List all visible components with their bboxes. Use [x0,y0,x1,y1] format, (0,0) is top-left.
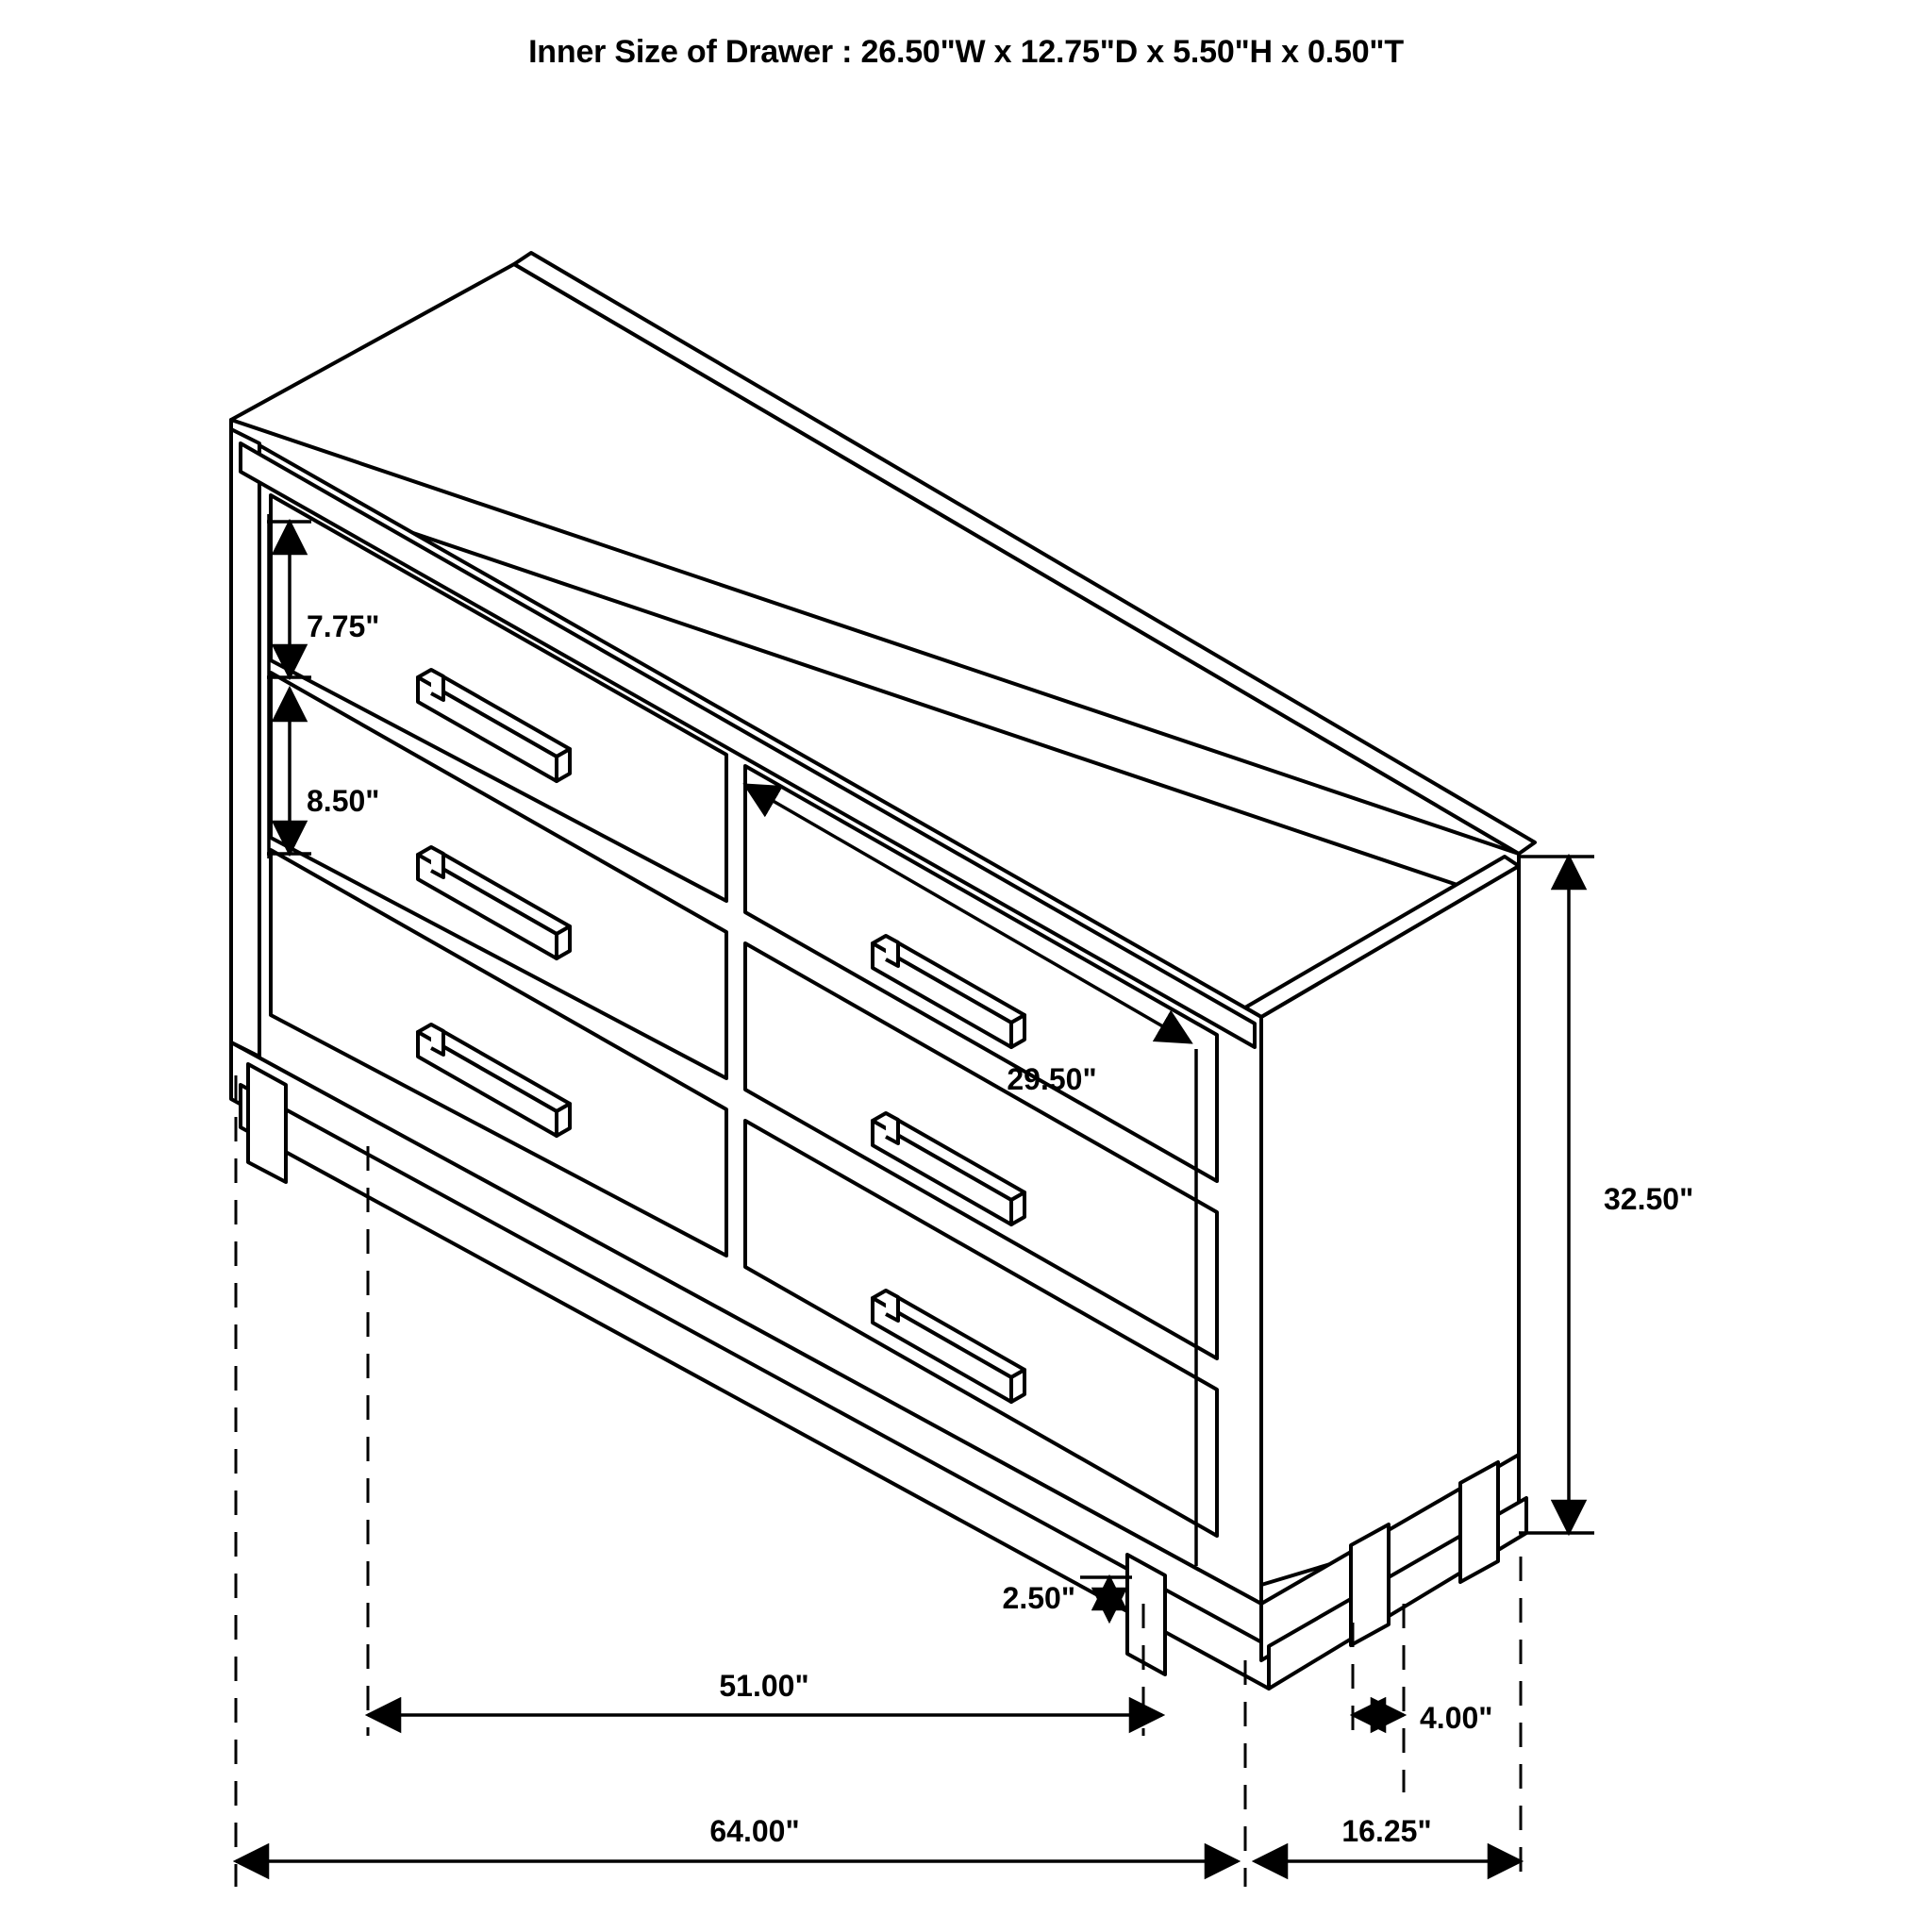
dim-label-7-75: 7.75" [307,609,380,643]
dim-label-16-25: 16.25" [1341,1814,1432,1848]
dim-label-29-50: 29.50" [1007,1062,1097,1096]
dim-label-4-00: 4.00" [1420,1701,1493,1735]
dresser-left-edge [231,429,259,1057]
dim-label-51-00: 51.00" [719,1669,809,1703]
dim-label-32-50: 32.50" [1604,1182,1694,1216]
dresser-body [231,253,1535,1689]
leg-front-right [1127,1555,1165,1674]
leg-front-left [248,1064,286,1182]
leg-rear-right [1351,1524,1389,1645]
dim-label-64-00: 64.00" [709,1814,800,1848]
leg-rear-side [1460,1462,1498,1582]
dim-label-8-50: 8.50" [307,784,380,818]
page-title: Inner Size of Drawer : 26.50"W x 12.75"D x 5.50"H x 0.50"T [528,34,1404,70]
dim-label-2-50: 2.50" [1002,1581,1075,1615]
